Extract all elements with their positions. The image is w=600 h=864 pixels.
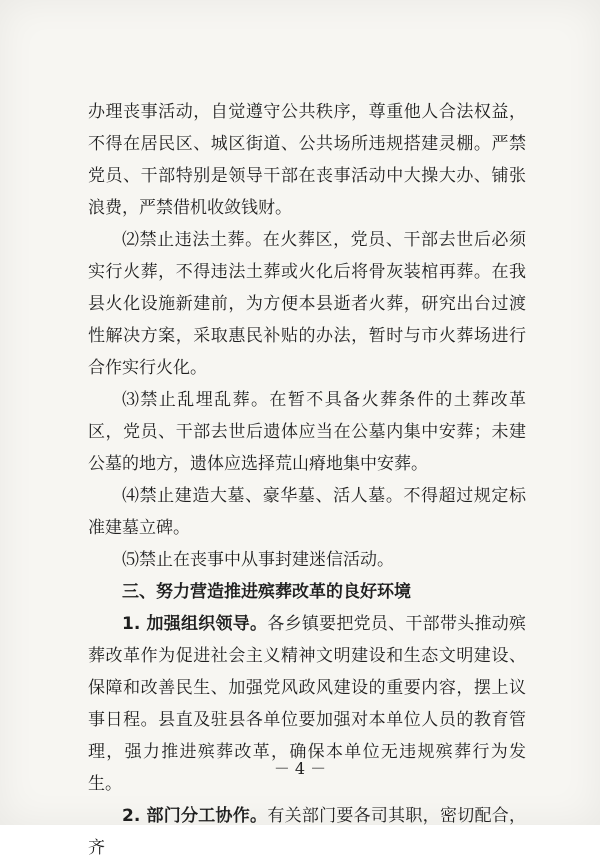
paragraph-4: ⑷禁止建造大墓、豪华墓、活人墓。不得超过规定标准建墓立碑。 xyxy=(88,486,526,538)
paragraph-5: ⑸禁止在丧事中从事封建迷信活动。 xyxy=(122,550,394,570)
paragraph-2: ⑵禁止违法土葬。在火葬区，党员、干部去世后必须实行火葬，不得违法土葬或火化后将骨灰装棺再葬。在我县火化设施新建前，为方便本县逝者火葬，研究出台过渡性解决方案，采取惠民补贴的办法，暂时与市火葬场进行合作实行火化。 xyxy=(88,230,526,378)
item-2-text: 有关部门要各司其职，密切配合，齐 xyxy=(88,806,526,858)
item-1-text: 各乡镇要把党员、干部带头推动殡葬改革作为促进社会主义精神文明建设和生态文明建设、保障和改善民生、加强党风政风建设的重要内容，摆上议事日程。县直及驻县各单位要加强对本单位人员的教育管理，强力推进殡葬改革，确保本单位无违规殡葬行为发生。 xyxy=(88,614,526,794)
paragraph-1: 办理丧事活动，自觉遵守公共秩序，尊重他人合法权益，不得在居民区、城区街道、公共场所违规搭建灵棚。严禁党员、干部特别是领导干部在丧事活动中大操大办、铺张浪费，严禁借机收敛钱财。 xyxy=(88,102,526,218)
item-1-lead: 1. 加强组织领导。 xyxy=(122,614,268,634)
paragraph-item-2 xyxy=(88,800,526,864)
page-number: － 4 － xyxy=(273,759,327,778)
paragraph-3: ⑶禁止乱埋乱葬。在暂不具备火葬条件的土葬改革区，党员、干部去世后遗体应当在公墓内集中安葬；未建公墓的地方，遗体应选择荒山瘠地集中安葬。 xyxy=(88,390,526,474)
document-body xyxy=(88,96,526,864)
section-heading: 三、努力营造推进殡葬改革的良好环境 xyxy=(122,582,411,602)
item-2-lead: 2. 部门分工协作。 xyxy=(122,806,268,826)
